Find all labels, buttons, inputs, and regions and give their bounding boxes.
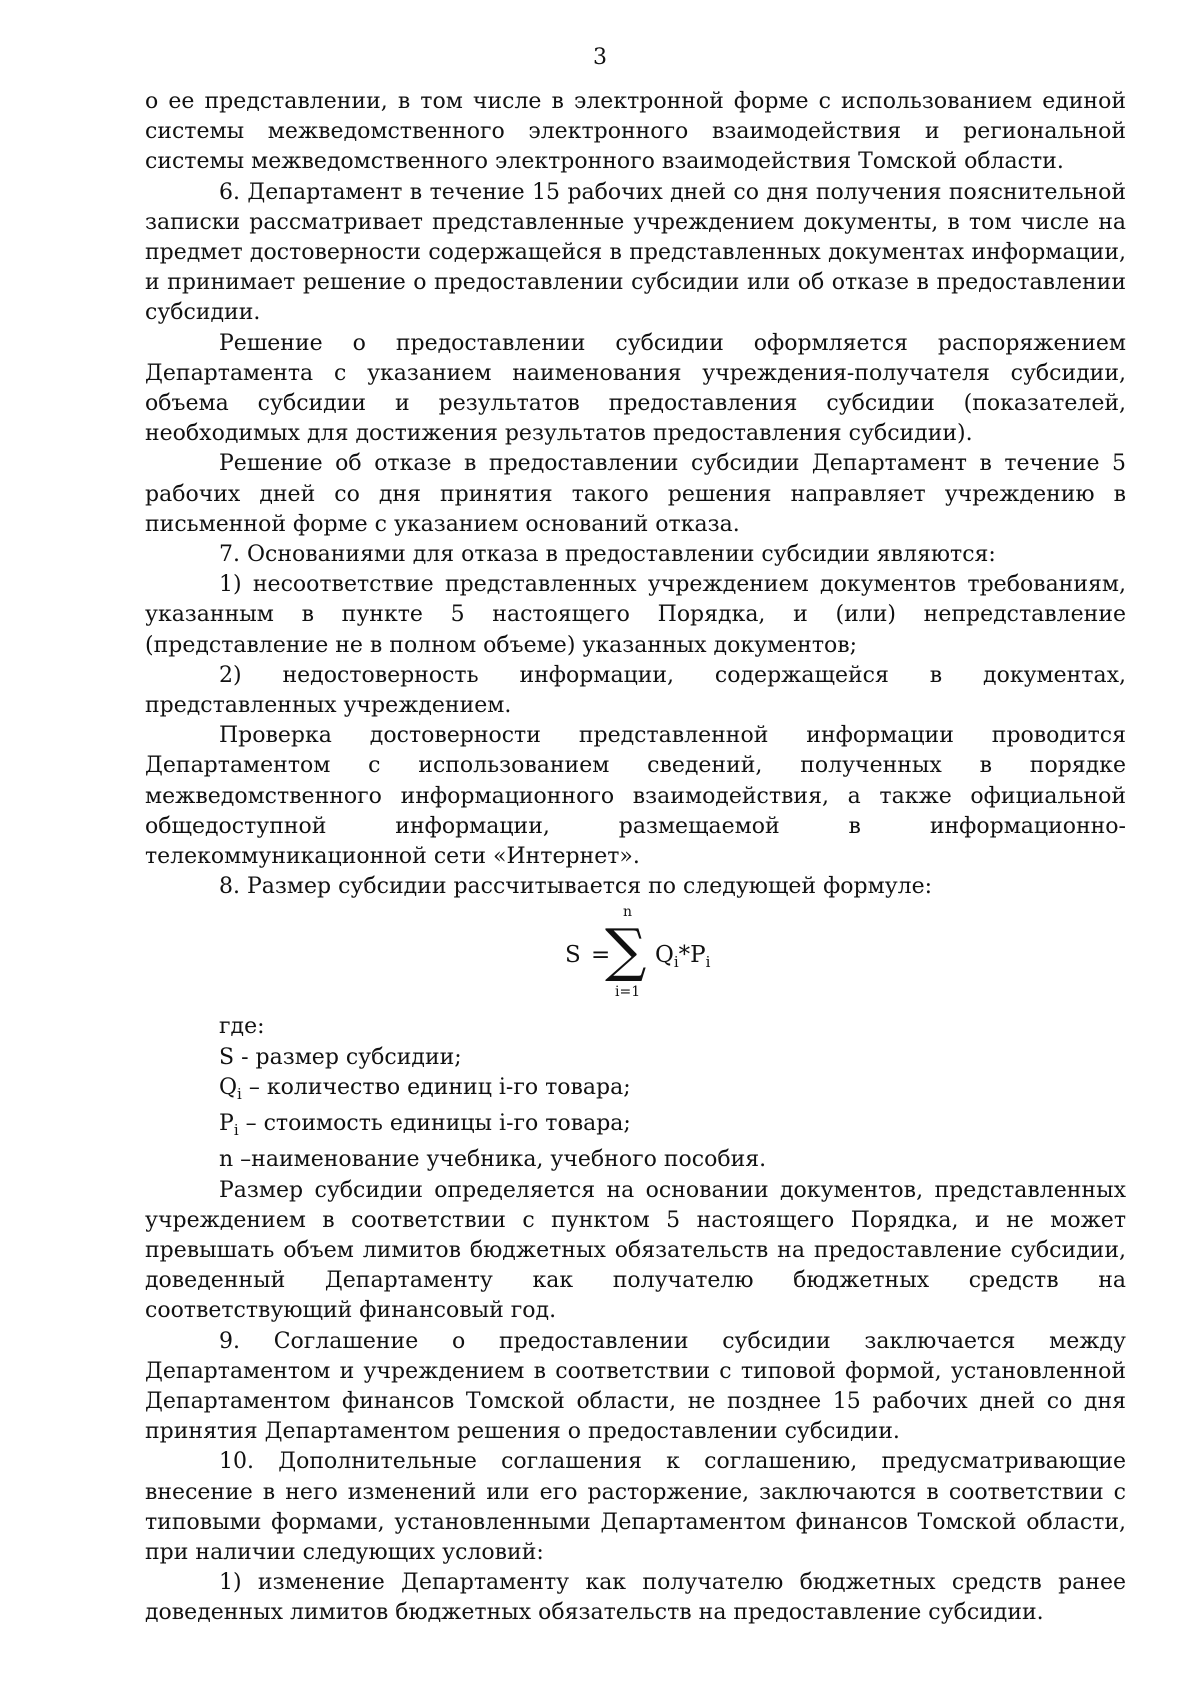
paragraph-item-10: 10. Дополнительные соглашения к соглашению, предусматривающие внесение в него изменений или его расторжение, заключаются в соответствии с типовыми формами, установленными Департаментом финансов Томской области, при наличии следующих условий: <box>145 1449 1126 1565</box>
paragraph-subsidy-size: Размер субсидии определяется на основании документов, представленных учреждением в соответствии с пунктом 5 настоящего Порядка, и не может превышать объем лимитов бюджетных обязательств на предоставление субсидии, доведенный Департаменту как получателю бюджетных средств на соответствующий финансовый год. <box>145 1177 1126 1324</box>
document-body <box>145 87 1126 1629</box>
formula-lower-limit: i=1 <box>615 984 641 1001</box>
formula-equals: = <box>591 942 611 969</box>
definition-n: n –наименование учебника, учебного пособия. <box>219 1147 767 1173</box>
formula-sum-sign: ∑ <box>605 916 647 985</box>
paragraph-item-7: 7. Основаниями для отказа в предоставлении субсидии являются: <box>219 542 996 568</box>
paragraph-refusal-decision: Решение об отказе в предоставлении субсидии Департамент в течение 5 рабочих дней со дня принятия такого решения направляет учреждению в письменной форме с указанием оснований отказа. <box>145 451 1126 537</box>
formula-p-sub: i <box>705 953 711 972</box>
page-number: 3 <box>593 45 607 70</box>
formula-upper-limit: n <box>623 904 633 921</box>
definition-p-sub: i <box>233 1121 239 1140</box>
paragraph-item-8: 8. Размер субсидии рассчитывается по следующей формуле: <box>219 874 933 900</box>
definition-q <box>145 1073 1126 1109</box>
formula-times-p: *P <box>678 942 706 969</box>
formula-term <box>655 940 710 977</box>
formula-q-sub: i <box>673 953 679 972</box>
formula-lhs: S <box>565 942 581 969</box>
subsidy-formula <box>145 902 1126 1012</box>
paragraph-item-10-1: 1) изменение Департаменту как получателю бюджетных средств ранее доведенных лимитов бюджетных обязательств на предоставление субсидии. <box>145 1570 1126 1626</box>
paragraph-decision: Решение о предоставлении субсидии оформляется распоряжением Департамента с указанием наименования учреждения-получателя субсидии, объема субсидии и результатов предоставления субсидии (показателей, необходимых для достижения результатов предоставления субсидии). <box>145 330 1126 447</box>
definition-q-text: – количество единиц i-го товара; <box>241 1074 631 1100</box>
paragraph-continuation: о ее представлении, в том числе в электронной форме с использованием единой системы межведомственного электронного взаимодействия и региональной системы межведомственного электронного взаимодействия Томской области. <box>145 89 1126 175</box>
definition-s: S - размер субсидии; <box>219 1044 462 1070</box>
definition-q-sub: i <box>237 1084 242 1103</box>
paragraph-item-7-2: 2) недостоверность информации, содержащейся в документах, представленных учреждением. <box>145 662 1126 719</box>
formula-q: Q <box>655 942 674 969</box>
paragraph-item-7-1: 1) несоответствие представленных учреждением документов требованиям, указанным в пункте 5 настоящего Порядка, и (или) непредставление (представление не в полном объеме) указанных документов; <box>145 572 1126 658</box>
paragraph-verification: Проверка достоверности представленной информации проводится Департаментом с использованием сведений, полученных в порядке межведомственного информационного взаимодействия, а также официальной общедоступной информации, размещаемой в информационно-телекоммуникационной сети «Интернет». <box>145 723 1126 870</box>
paragraph-item-9: 9. Соглашение о предоставлении субсидии заключается между Департаментом и учреждением в соответствии с типовой формой, установленной Департаментом финансов Томской области, не позднее 15 рабочих дней со дня принятия Департаментом решения о предоставлении субсидии. <box>145 1328 1126 1445</box>
definition-q-letter: Q <box>219 1074 238 1100</box>
definition-p-text: – стоимость единицы i-го товара; <box>238 1111 631 1137</box>
definition-where: где: <box>219 1014 265 1040</box>
definition-p-letter: P <box>219 1111 234 1137</box>
definition-p <box>145 1109 1126 1145</box>
paragraph-item-6: 6. Департамент в течение 15 рабочих дней со дня получения пояснительной записки рассматривает представленные учреждением документы, в том числе на предмет достоверности содержащейся в представленных документах информации, и принимает решение о предоставлении субсидии или об отказе в предоставлении субсидии. <box>145 179 1126 326</box>
